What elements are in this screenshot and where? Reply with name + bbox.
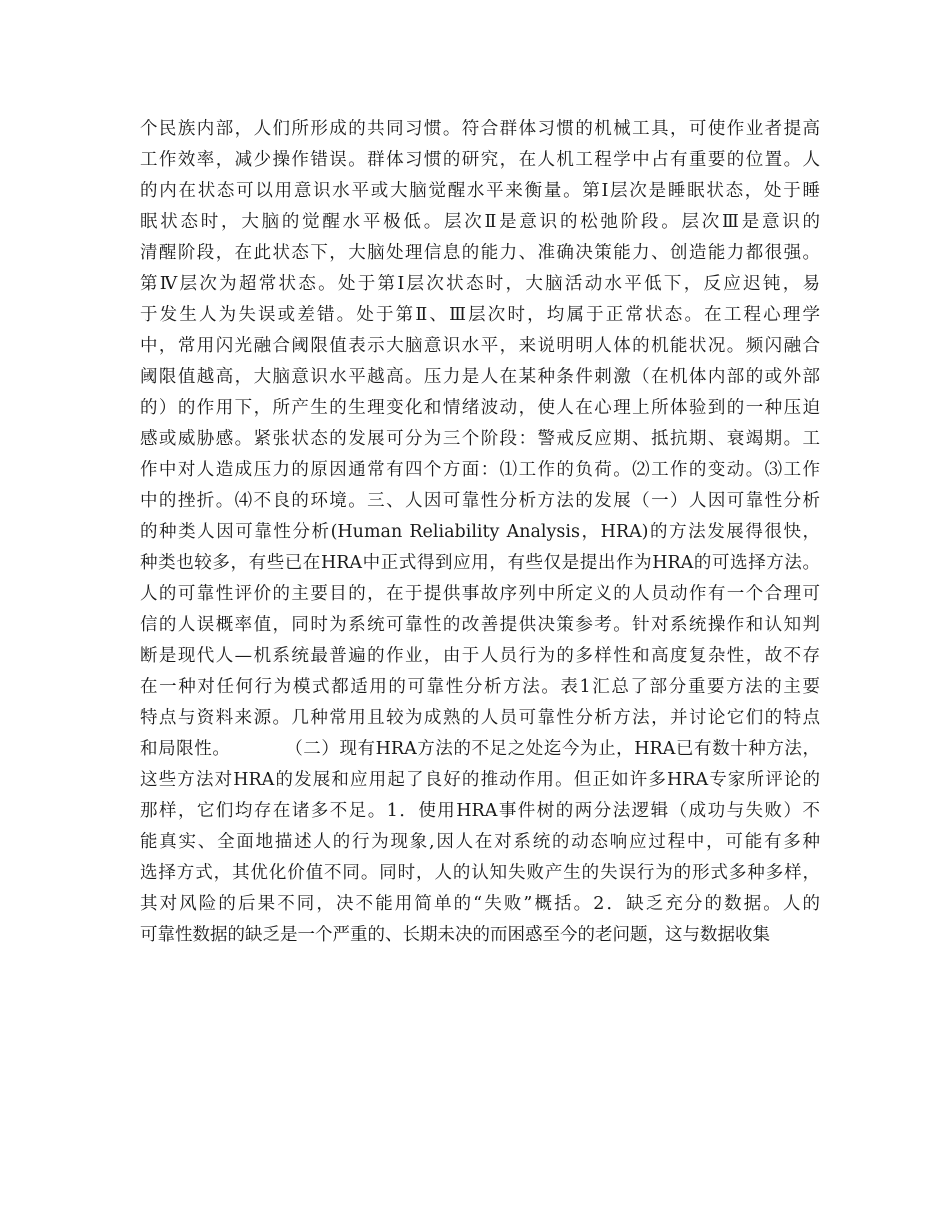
text-line: 特点与资料来源。几种常用且较为成熟的人员可靠性分析方法，并讨论它们的特点	[140, 708, 820, 728]
text-line: 作中对人造成压力的原因通常有四个方面：⑴工作的负荷。⑵工作的变动。⑶工作	[140, 460, 820, 480]
body-text	[140, 114, 820, 951]
text-line: 第Ⅳ层次为超常状态。处于第Ⅰ层次状态时，大脑活动水平低下，反应迟钝，易	[140, 274, 820, 294]
text-line: 其对风险的后果不同，决不能用简单的“失败”概括。2．缺乏充分的数据。人的	[140, 894, 820, 914]
text-line: 在一种对任何行为模式都适用的可靠性分析方法。表1汇总了部分重要方法的主要	[140, 677, 820, 697]
text-line: 个民族内部，人们所形成的共同习惯。符合群体习惯的机械工具，可使作业者提高	[140, 119, 820, 139]
text-line: 的）的作用下，所产生的生理变化和情绪波动，使人在心理上所体验到的一种压迫	[140, 398, 820, 418]
text-line: 人的可靠性评价的主要目的，在于提供事故序列中所定义的人员动作有一个合理可	[140, 584, 820, 604]
text-line: 和局限性。 （二）现有HRA方法的不足之处迄今为止，HRA已有数十种方法，	[140, 739, 820, 759]
text-line: 那样，它们均存在诸多不足。1．使用HRA事件树的两分法逻辑（成功与失败）不	[140, 801, 820, 821]
text-line: 信的人误概率值，同时为系统可靠性的改善提供决策参考。针对系统操作和认知判	[140, 615, 820, 635]
text-line: 眠状态时，大脑的觉醒水平极低。层次Ⅱ是意识的松弛阶段。层次Ⅲ是意识的	[140, 212, 820, 232]
text-line: 能真实、全面地描述人的行为现象,因人在对系统的动态响应过程中，可能有多种	[140, 832, 820, 852]
text-line: 这些方法对HRA的发展和应用起了良好的推动作用。但正如许多HRA专家所评论的	[140, 770, 820, 790]
text-line: 感或威胁感。紧张状态的发展可分为三个阶段：警戒反应期、抵抗期、衰竭期。工	[140, 429, 820, 449]
text-line: 的种类人因可靠性分析(Human Reliability Analysis，HRA)的方法发展得很快，	[140, 522, 820, 542]
text-line: 种类也较多，有些已在HRA中正式得到应用，有些仅是提出作为HRA的可选择方法。	[140, 553, 820, 573]
text-line: 清醒阶段，在此状态下，大脑处理信息的能力、准确决策能力、创造能力都很强。	[140, 243, 820, 263]
text-line: 阈限值越高，大脑意识水平越高。压力是人在某种条件刺激（在机体内部的或外部	[140, 367, 820, 387]
text-line: 断是现代人—机系统最普遍的作业，由于人员行为的多样性和高度复杂性，故不存	[140, 646, 820, 666]
text-line: 中，常用闪光融合阈限值表示大脑意识水平，来说明明人体的机能状况。频闪融合	[140, 336, 820, 356]
text-line: 的内在状态可以用意识水平或大脑觉醒水平来衡量。第Ⅰ层次是睡眠状态，处于睡	[140, 181, 820, 201]
text-line: 中的挫折。⑷不良的环境。三、人因可靠性分析方法的发展（一）人因可靠性分析	[140, 491, 820, 511]
text-line: 工作效率，减少操作错误。群体习惯的研究，在人机工程学中占有重要的位置。人	[140, 150, 820, 170]
text-line: 选择方式，其优化价值不同。同时，人的认知失败产生的失误行为的形式多种多样，	[140, 863, 820, 883]
text-line: 于发生人为失误或差错。处于第Ⅱ、Ⅲ层次时，均属于正常状态。在工程心理学	[140, 305, 820, 325]
text-line: 可靠性数据的缺乏是一个严重的、长期未决的而困惑至今的老问题，这与数据收集	[140, 925, 770, 945]
